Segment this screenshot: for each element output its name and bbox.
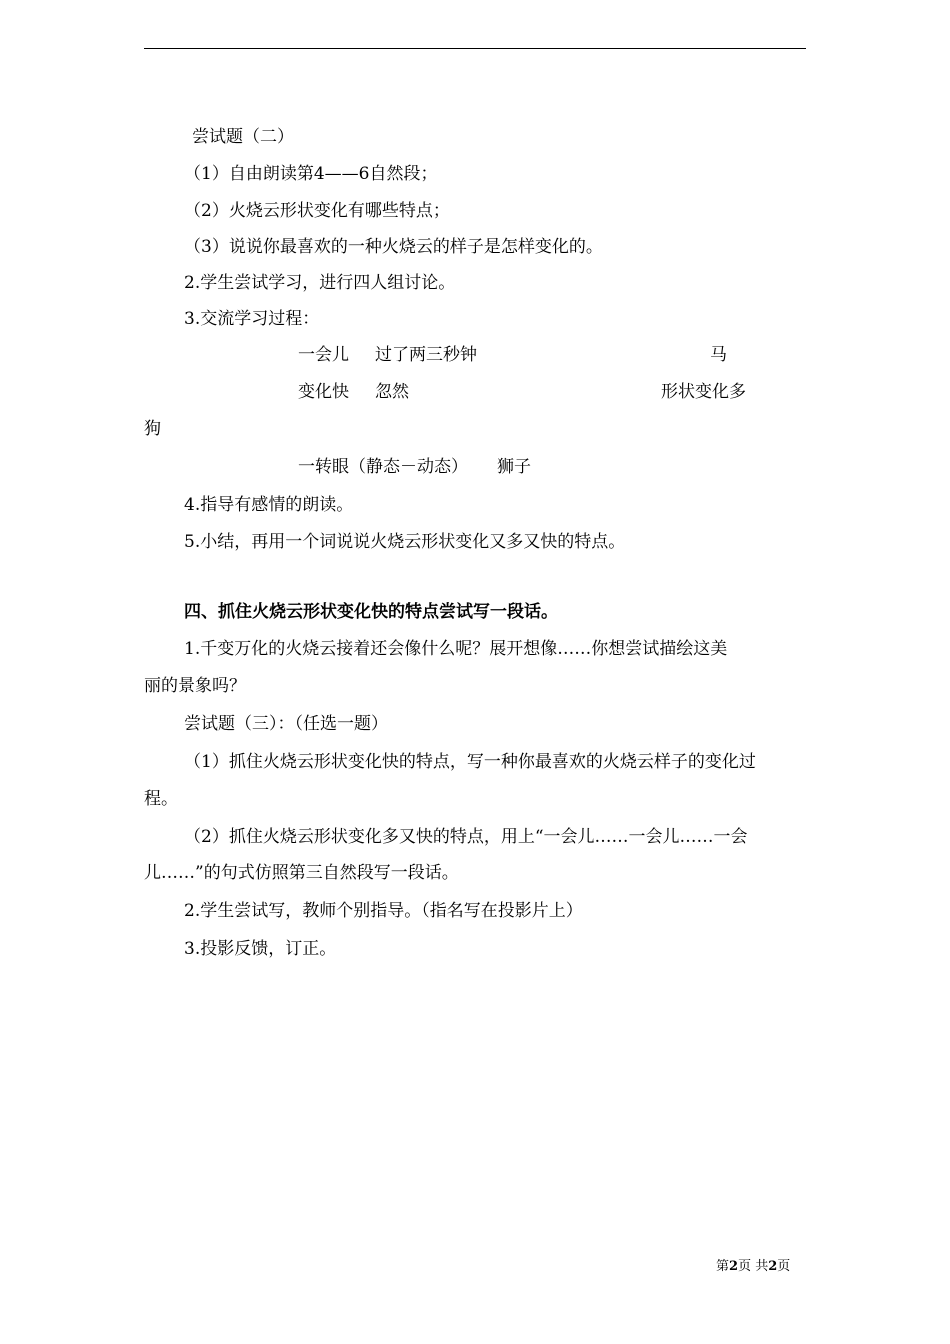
board-row1-col1: 一会儿 [298, 345, 349, 365]
step-2-discussion: 2.学生尝试学习，进行四人组讨论。 [184, 273, 456, 293]
board-row2-col3: 形状变化多 [661, 382, 746, 402]
quiz2-question-2: （2）火烧云形状变化有哪些特点； [184, 201, 450, 221]
section-4-heading: 四、抓住火烧云形状变化快的特点尝试写一段话。 [184, 602, 558, 622]
step-5-summary: 5.小结，再用一个词说说火烧云形状变化又多又快的特点。 [184, 532, 626, 552]
page-current: 2 [729, 1259, 739, 1274]
section4-step3: 3.投影反馈，订正。 [184, 939, 337, 959]
quiz3-option1-line1: （1）抓住火烧云形状变化快的特点，写一种你最喜欢的火烧云样子的变化过 [184, 752, 756, 772]
board-row1-col2: 过了两三秒钟 [375, 345, 477, 365]
board-row1-col3: 马 [710, 345, 727, 365]
board-row2-col1: 变化快 [298, 382, 349, 402]
quiz2-question-3: （3）说说你最喜欢的一种火烧云的样子是怎样变化的。 [184, 237, 603, 257]
section4-step1-line2: 丽的景象吗？ [144, 676, 246, 696]
quiz2-title: 尝试题（二） [192, 127, 294, 147]
board-row3: 狗 [144, 419, 161, 439]
board-row4-col1: 一转眼（静态－动态） [298, 457, 468, 477]
quiz2-question-1: （1）自由朗读第4——6自然段； [184, 164, 438, 184]
page-number-footer [716, 1259, 790, 1275]
board-row4-col2: 狮子 [497, 457, 531, 477]
page-middle: 页 共 [738, 1259, 769, 1274]
section4-step1-line1: 1.千变万化的火烧云接着还会像什么呢？展开想像……你想尝试描绘这美 [184, 639, 728, 659]
step-3-exchange: 3.交流学习过程： [184, 309, 320, 329]
section4-step2: 2.学生尝试写，教师个别指导。（指名写在投影片上） [184, 901, 583, 921]
quiz3-title: 尝试题（三）：（任选一题） [184, 714, 388, 734]
page-total: 2 [768, 1259, 778, 1274]
page-prefix: 第 [716, 1259, 730, 1274]
step-4-reading: 4.指导有感情的朗读。 [184, 495, 354, 515]
page-suffix: 页 [777, 1259, 791, 1274]
board-row2-col2: 忽然 [375, 382, 409, 402]
quiz3-option2-line2: 儿……”的句式仿照第三自然段写一段话。 [144, 863, 459, 883]
quiz3-option1-line2: 程。 [144, 789, 178, 809]
header-rule [144, 48, 806, 49]
quiz3-option2-line1: （2）抓住火烧云形状变化多又快的特点，用上“一会儿……一会儿……一会 [184, 827, 748, 847]
